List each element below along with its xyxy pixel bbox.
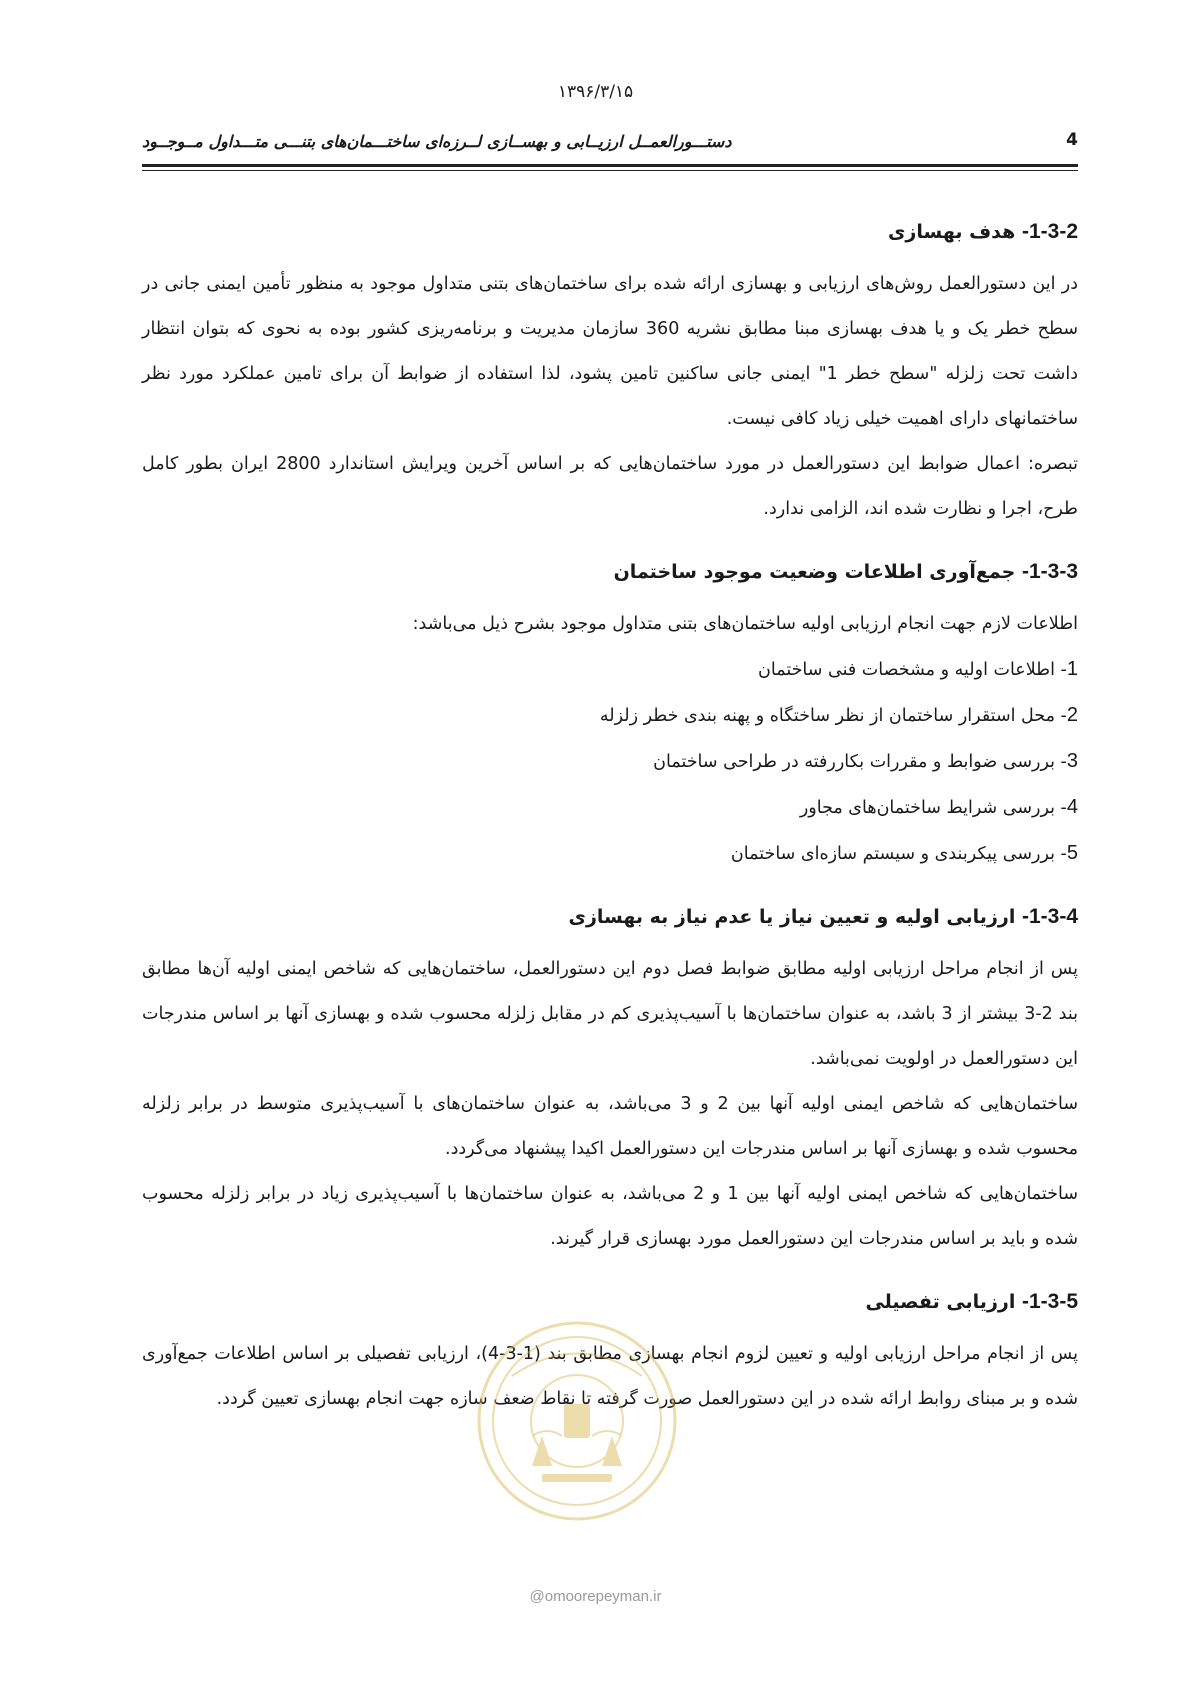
header-rule-thin xyxy=(142,170,1078,171)
section-initial-assessment xyxy=(142,899,1078,1262)
list-item-text: اطلاعات اولیه و مشخصات فنی ساختمان xyxy=(758,660,1055,680)
list-item-text: محل استقرار ساختمان از نظر ساختگاه و پهنه بندی خطر زلزله xyxy=(599,706,1055,726)
list-item-number: 4 xyxy=(1066,796,1078,818)
list-item-number: 3 xyxy=(1066,750,1078,772)
watermark-site-link[interactable]: @omoorepeyman.ir xyxy=(529,1588,662,1605)
section-title: ارزیابی تفصیلی xyxy=(865,1291,1016,1313)
document-date: ۱۳۹۶/۳/۱۵ xyxy=(557,82,634,102)
section-heading xyxy=(142,899,1078,935)
list-item-number: 1 xyxy=(1066,658,1078,680)
list-item: 3- بررسی ضوابط و مقررات بکاررفته در طراحی ساختمان xyxy=(653,750,1078,772)
paragraph: ساختمان‌هایی که شاخص ایمنی اولیه آنها بین 1 و 2 می‌باشد، به عنوان ساختمان‌ها با آسیب‌پذیری زیاد در برابر زلزله محسوب شده و باید بر اساس مندرجات این دستورالعمل مورد بهسازی قرار گیرند. xyxy=(142,1184,1078,1249)
list-item: 5- بررسی پیکربندی و سیستم سازه‌ای ساختمان xyxy=(730,842,1078,864)
running-header xyxy=(142,128,1078,160)
list-item: 4- بررسی شرایط ساختمان‌های مجاور xyxy=(799,796,1078,818)
list-item-number: 2 xyxy=(1066,704,1078,726)
section-heading xyxy=(142,214,1078,250)
paragraph: ساختمان‌هایی که شاخص ایمنی اولیه آنها بین 2 و 3 می‌باشد، به عنوان ساختمان‌های با آسیب‌پذیری متوسط در برابر زلزله محسوب شده و بهسازی آنها بر اساس مندرجات این دستورالعمل اکیدا پیشنهاد می‌گردد. xyxy=(142,1094,1078,1159)
section-detailed-assessment xyxy=(142,1284,1078,1422)
list-item: 1- اطلاعات اولیه و مشخصات فنی ساختمان xyxy=(758,658,1078,680)
section-number: 1-3-2- xyxy=(1021,220,1078,243)
section-title: جمع‌آوری اطلاعات وضعیت موجود ساختمان xyxy=(613,561,1016,583)
document-body xyxy=(142,200,1078,1444)
list-item-text: بررسی پیکربندی و سیستم سازه‌ای ساختمان xyxy=(730,844,1055,864)
page-number: 4 xyxy=(1066,130,1078,150)
list-item-text: بررسی ضوابط و مقررات بکاررفته در طراحی ساختمان xyxy=(653,752,1055,772)
section-title: هدف بهسازی xyxy=(888,221,1016,243)
header-title: دستـــورالعمــل ارزیــابی و بهســازی لــرزه‌ای ساختـــمان‌های بتنـــی متـــداول مــوجــود xyxy=(142,132,732,151)
section-number: 1-3-4- xyxy=(1021,905,1078,928)
section-title: ارزیابی اولیه و تعیین نیاز یا عدم نیاز به بهسازی xyxy=(568,906,1016,928)
list-item-text: بررسی شرایط ساختمان‌های مجاور xyxy=(799,798,1055,818)
requirements-list xyxy=(142,647,1078,877)
paragraph: اطلاعات لازم جهت انجام ارزیابی اولیه ساختمان‌های بتنی متداول موجود بشرح ذیل می‌باشد: xyxy=(412,614,1078,634)
section-heading xyxy=(142,554,1078,590)
section-number: 1-3-3- xyxy=(1021,560,1078,583)
section-purpose xyxy=(142,214,1078,532)
paragraph: پس از انجام مراحل ارزیابی اولیه و تعیین لزوم انجام بهسازی مطابق بند (1-3-4)، ارزیابی تفصیلی بر اساس اطلاعات جمع‌آوری شده و بر مبنای روابط ارائه شده در این دستورالعمل صورت گرفته تا نقاط ضعف سازه جهت انجام بهسازی تعیین گردد. xyxy=(142,1344,1078,1409)
paragraph: در این دستورالعمل روش‌های ارزیابی و بهسازی ارائه شده برای ساختمان‌های بتنی متداول موجود به منظور تأمین ایمنی جانی در سطح خطر یک و یا هدف بهسازی مبنا مطابق نشریه 360 سازمان مدیریت و برنامه‌ریزی کشور بوده به نحوی که بتوان انتظار داشت تحت زلزله "سطح خطر 1" ایمنی جانی ساکنین تامین پشود، لذا استفاده از ضوابط آن برای تامین عملکرد مورد نظر ساختمانهای دارای اهمیت خیلی زیاد کافی نیست. xyxy=(142,274,1078,429)
list-item: 2- محل استقرار ساختمان از نظر ساختگاه و پهنه بندی خطر زلزله xyxy=(599,704,1078,726)
list-item-number: 5 xyxy=(1066,842,1078,864)
section-data-collection xyxy=(142,554,1078,877)
paragraph: تبصره: اعمال ضوابط این دستورالعمل در مورد ساختمان‌هایی که بر اساس آخرین ویرایش استاندارد 2800 ایران بطور کامل طرح، اجرا و نظارت شده اند، الزامی ندارد. xyxy=(142,454,1078,519)
section-number: 1-3-5- xyxy=(1021,1290,1078,1313)
section-heading xyxy=(142,1284,1078,1320)
header-rule-thick xyxy=(142,164,1078,167)
paragraph: پس از انجام مراحل ارزیابی اولیه مطابق ضوابط فصل دوم این دستورالعمل، ساختمان‌هایی که شاخص ایمنی اولیه آن‌ها مطابق بند 2-3 بیشتر از 3 باشد، به عنوان ساختمان‌ها با آسیب‌پذیری کم در مقابل زلزله محسوب شده و بهسازی آنها بر اساس مندرجات این دستورالعمل در اولویت نمی‌باشد. xyxy=(142,959,1078,1069)
site-text: omoorepeyman.ir xyxy=(544,1588,662,1605)
